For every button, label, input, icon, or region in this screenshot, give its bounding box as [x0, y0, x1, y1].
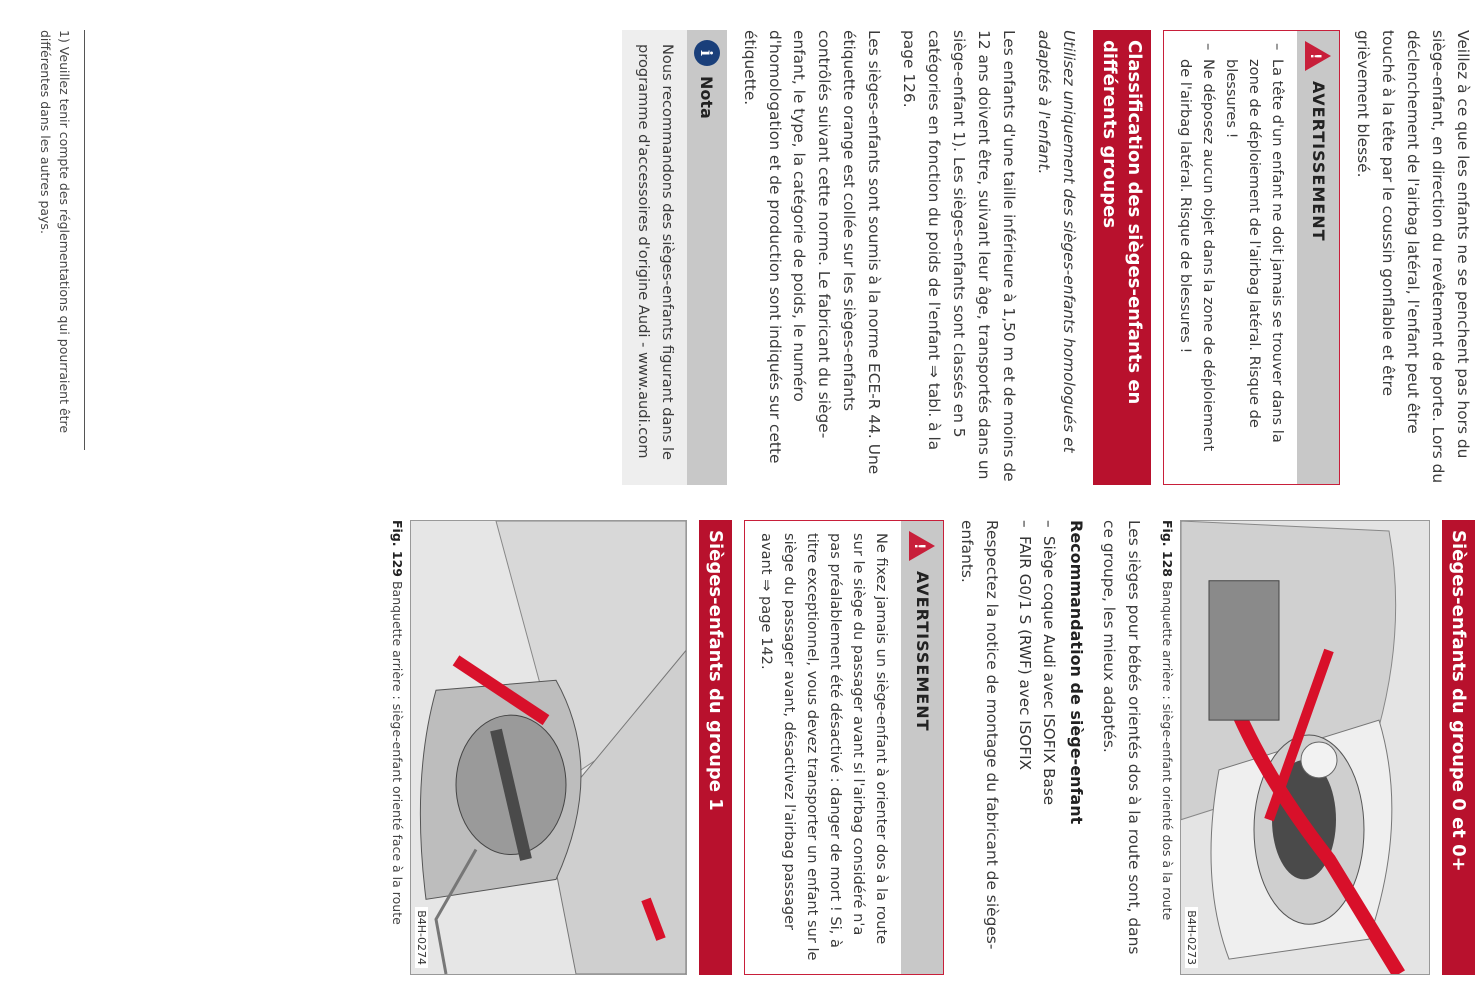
figure-129	[410, 520, 687, 975]
classification-paragraph-2: Les sièges-enfants sont soumis à la norme ECE-R 44. Une étiquette orange est collée sur les sièges-enfants contrôlés suivant cette norme. Le fabricant du siège-enfant, le type, la catégorie de poids, le numéro d'homologation et de production sont indiqués sur cette étiquette.	[740, 30, 884, 475]
section-title-classification: Classification des sièges-enfants en différents groupes	[1093, 30, 1151, 485]
warning-triangle-icon: !	[909, 531, 935, 561]
right-column	[376, 520, 1475, 975]
nota-header	[687, 30, 727, 485]
intro-paragraph: Veillez à ce que les enfants ne se penchent pas hors du siège-enfant, en direction du revêtement de porte. Lors du déclenchement de l'airbag latéral, l'enfant peut être touché à la tête par le coussin gonflable et être grièvement blessé.	[1354, 30, 1472, 484]
warning-text: Ne fixez jamais un siège-enfant à orienter dos à la route sur le siège du passager avant si l'airbag considéré n'a pas préalablement été désactivé : danger de mort ! Si, à titre exceptionnel, vous devez transporter un enfant sur le siège du passager avant, désactivez l'airbag passager avant ⇒ page 142.	[758, 533, 891, 961]
recommendation-item: – Siège coque Audi avec ISOFIX Base	[1037, 520, 1061, 975]
section-title-group-1: Sièges-enfants du groupe 1	[699, 520, 732, 975]
warning-box-side-airbag	[1163, 30, 1340, 485]
footnote-divider	[84, 30, 85, 450]
nota-title: Nota	[697, 76, 717, 119]
rear-facing-seat-illustration	[1181, 521, 1429, 974]
warning-title: AVERTISSEMENT	[912, 571, 932, 732]
warning-triangle-icon: !	[1305, 41, 1331, 71]
warning-header	[1297, 31, 1339, 484]
recommendation-heading: Recommandation de siège-enfant	[1066, 520, 1086, 825]
figure-129-caption: Fig. 129 Banquette arrière : siège-enfant orienté face à la route	[390, 520, 406, 925]
warning-item: – La tête d'un enfant ne doit jamais se trouver dans la zone de déploiement de l'airbag latéral. Risque de blessures !	[1220, 43, 1289, 472]
warning-list	[1174, 43, 1289, 472]
recommendation-item: – FAIR G0/1 S (RWF) avec ISOFIX	[1012, 520, 1036, 975]
left-column	[610, 30, 1475, 485]
group0-paragraph-1: Les sièges pour bébés orientés dos à la route sont, dans ce groupe, les mieux adaptés.	[1099, 520, 1143, 955]
info-icon: i	[694, 40, 720, 66]
warning-box-passenger-airbag	[744, 520, 944, 975]
classification-paragraph-1: Les enfants d'une taille inférieure à 1,50 m et de moins de 12 ans doivent être, suivant leur âge, transportés dans un siège-enfant 1). Les sièges-enfants sont classés en 5 catégories en fonction du poids de l'enfant ⇒ tabl. à la page 126.	[900, 30, 1019, 482]
recommendation-list	[1012, 520, 1061, 975]
warning-header	[901, 521, 943, 974]
classification-intro: Utilisez uniquement des sièges-enfants homologués et adaptés à l'enfant.	[1035, 30, 1078, 453]
footnote: 1) Veuillez tenir compte des réglementations qui pourraient être différentes dans les autres pays.	[38, 30, 72, 434]
forward-facing-seat-illustration	[411, 521, 686, 974]
warning-title: AVERTISSEMENT	[1308, 81, 1328, 242]
figure-code: B4H-0274	[415, 907, 428, 968]
figure-code: B4H-0273	[1185, 907, 1198, 968]
nota-box	[622, 30, 727, 485]
warning-body	[1164, 31, 1297, 484]
section-title-group-0: Sièges-enfants du groupe 0 et 0+	[1442, 520, 1475, 975]
group0-paragraph-2: Respectez la notice de montage du fabricant de sièges-enfants.	[958, 520, 1002, 950]
nota-text: Nous recommandons des sièges-enfants figurant dans le programme d'accessoires d'origine Audi - www.audi.com	[635, 44, 676, 461]
figure-128	[1180, 520, 1430, 975]
figure-128-caption: Fig. 128 Banquette arrière : siège-enfant orienté dos à la route	[1160, 520, 1175, 921]
warning-item: – Ne déposez aucun objet dans la zone de déploiement de l'airbag latéral. Risque de blessures !	[1174, 43, 1220, 472]
